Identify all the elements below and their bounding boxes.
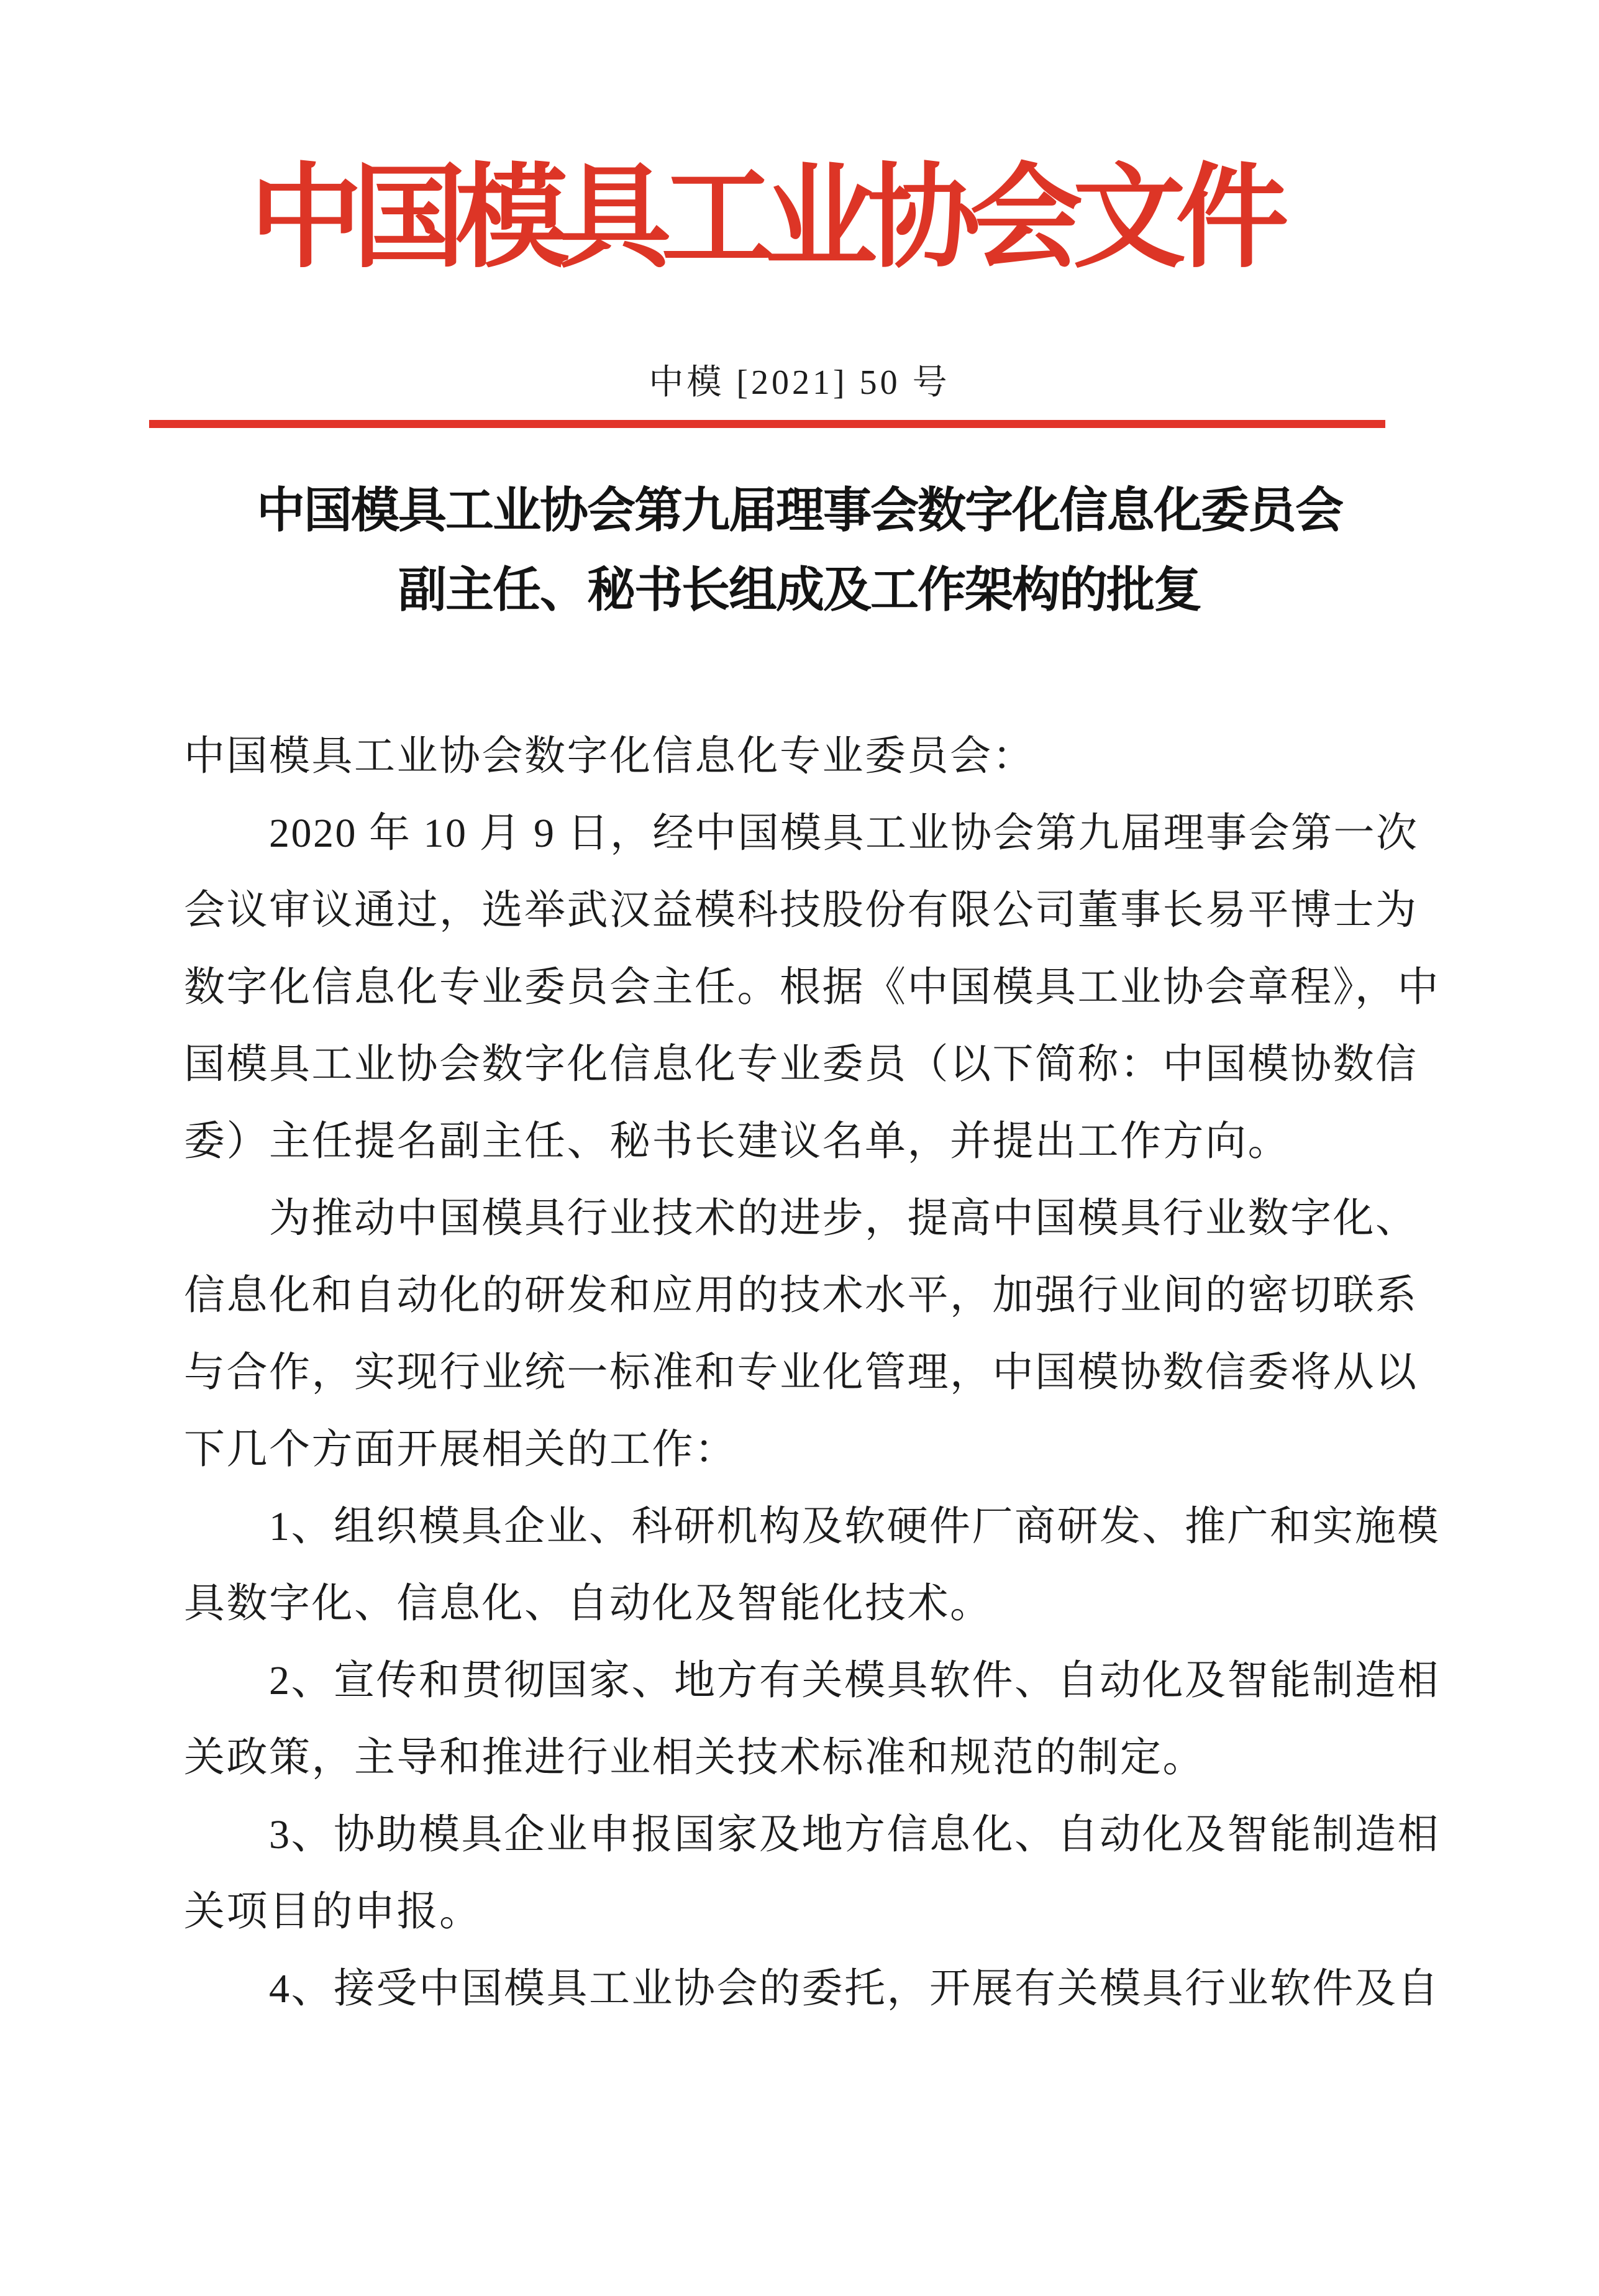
document-number: 中模 [2021] 50 号 xyxy=(649,363,950,402)
body-line: 2、宣传和贯彻国家、地方有关模具软件、自动化及智能制造相 xyxy=(184,1658,1440,1703)
red-separator-line xyxy=(149,420,1385,428)
letterhead-title: 中国模具工业协会文件 xyxy=(249,157,1279,281)
body-line: 与合作，实现行业统一标准和专业化管理，中国模协数信委将从以 xyxy=(184,1350,1418,1395)
body-line: 委）主任提名副主任、秘书长建议名单，并提出工作方向。 xyxy=(184,1119,1290,1164)
document-title xyxy=(0,471,1599,630)
body-line: 国模具工业协会数字化信息化专业委员（以下简称：中国模协数信 xyxy=(184,1042,1418,1087)
body-line: 数字化信息化专业委员会主任。根据《中国模具工业协会章程》，中 xyxy=(184,965,1440,1010)
body-line: 关政策，主导和推进行业相关技术标准和规范的制定。 xyxy=(184,1735,1205,1780)
body-line: 1、组织模具企业、科研机构及软硬件厂商研发、推广和实施模 xyxy=(184,1504,1440,1549)
document-body xyxy=(184,718,1440,2028)
body-line: 具数字化、信息化、自动化及智能化技术。 xyxy=(184,1581,993,1626)
document-title-line2: 副主任、秘书长组成及工作架构的批复 xyxy=(398,563,1201,617)
body-line: 关项目的申报。 xyxy=(184,1889,482,1934)
body-line: 中国模具工业协会数字化信息化专业委员会： xyxy=(184,734,1035,779)
body-line: 2020 年 10 月 9 日，经中国模具工业协会第九届理事会第一次 xyxy=(184,811,1419,856)
body-line: 3、协助模具企业申报国家及地方信息化、自动化及智能制造相 xyxy=(184,1812,1440,1857)
body-line: 4、接受中国模具工业协会的委托，开展有关模具行业软件及自 xyxy=(184,1966,1440,2011)
body-line: 下几个方面开展相关的工作： xyxy=(184,1427,737,1472)
body-line: 为推动中国模具行业技术的进步，提高中国模具行业数字化、 xyxy=(184,1196,1418,1241)
document-title-line1: 中国模具工业协会第九届理事会数字化信息化委员会 xyxy=(256,483,1342,537)
body-line: 信息化和自动化的研发和应用的技术水平，加强行业间的密切联系 xyxy=(184,1273,1418,1318)
body-line: 会议审议通过，选举武汉益模科技股份有限公司董事长易平博士为 xyxy=(184,888,1418,933)
